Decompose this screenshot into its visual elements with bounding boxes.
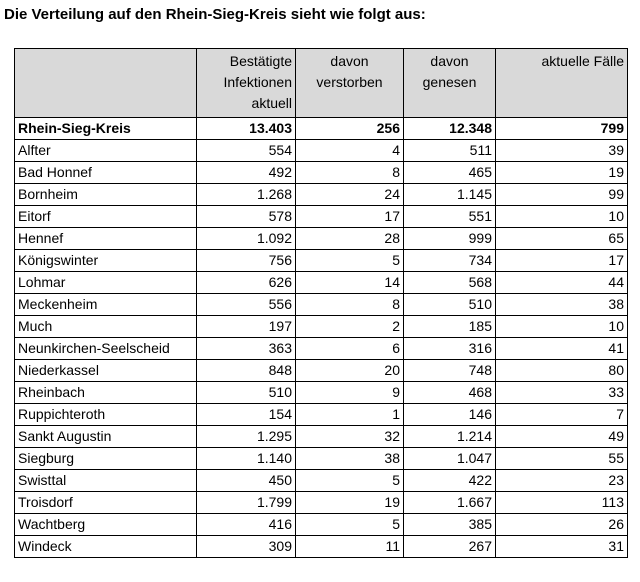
deceased-cell: 5: [296, 470, 404, 492]
recovered-cell: 551: [404, 206, 496, 228]
table-row: [15, 206, 628, 228]
confirmed-cell: 848: [197, 360, 296, 382]
municipality-name: Ruppichteroth: [15, 404, 197, 426]
confirmed-cell: 492: [197, 162, 296, 184]
deceased-cell: 9: [296, 382, 404, 404]
current-cell: 44: [496, 272, 628, 294]
table-row: [15, 382, 628, 404]
municipality-name: Sankt Augustin: [15, 426, 197, 448]
confirmed-cell: 1.092: [197, 228, 296, 250]
confirmed-cell: 756: [197, 250, 296, 272]
current-cell: 65: [496, 228, 628, 250]
total-recovered: 12.348: [404, 118, 496, 140]
confirmed-cell: 626: [197, 272, 296, 294]
confirmed-cell: 154: [197, 404, 296, 426]
current-cell: 10: [496, 206, 628, 228]
recovered-cell: 748: [404, 360, 496, 382]
table-row: [15, 184, 628, 206]
deceased-cell: 8: [296, 294, 404, 316]
recovered-cell: 1.145: [404, 184, 496, 206]
municipality-name: Swisttal: [15, 470, 197, 492]
table-header-row: [15, 49, 628, 118]
current-cell: 19: [496, 162, 628, 184]
municipality-name: Neunkirchen-Seelscheid: [15, 338, 197, 360]
municipality-name: Much: [15, 316, 197, 338]
confirmed-cell: 578: [197, 206, 296, 228]
header-deceased: davon verstorben: [296, 49, 404, 118]
table-row: [15, 404, 628, 426]
distribution-table: [14, 48, 628, 558]
header-confirmed: Bestätigte Infektionen aktuell: [197, 49, 296, 118]
municipality-name: Bornheim: [15, 184, 197, 206]
recovered-cell: 468: [404, 382, 496, 404]
table-row: [15, 514, 628, 536]
current-cell: 26: [496, 514, 628, 536]
table-row: [15, 250, 628, 272]
table-row: [15, 360, 628, 382]
current-cell: 17: [496, 250, 628, 272]
recovered-cell: 1.667: [404, 492, 496, 514]
total-confirmed: 13.403: [197, 118, 296, 140]
total-name: Rhein-Sieg-Kreis: [15, 118, 197, 140]
current-cell: 7: [496, 404, 628, 426]
table-row: [15, 228, 628, 250]
deceased-cell: 4: [296, 140, 404, 162]
recovered-cell: 1.214: [404, 426, 496, 448]
current-cell: 80: [496, 360, 628, 382]
municipality-name: Windeck: [15, 536, 197, 558]
municipality-name: Eitorf: [15, 206, 197, 228]
confirmed-cell: 197: [197, 316, 296, 338]
deceased-cell: 38: [296, 448, 404, 470]
table-row: [15, 492, 628, 514]
table-row: [15, 470, 628, 492]
confirmed-cell: 450: [197, 470, 296, 492]
deceased-cell: 19: [296, 492, 404, 514]
municipality-name: Hennef: [15, 228, 197, 250]
municipality-name: Niederkassel: [15, 360, 197, 382]
deceased-cell: 6: [296, 338, 404, 360]
current-cell: 38: [496, 294, 628, 316]
municipality-name: Königswinter: [15, 250, 197, 272]
deceased-cell: 32: [296, 426, 404, 448]
table-row: [15, 316, 628, 338]
municipality-name: Troisdorf: [15, 492, 197, 514]
header-current: aktuelle Fälle: [496, 49, 628, 118]
recovered-cell: 510: [404, 294, 496, 316]
deceased-cell: 20: [296, 360, 404, 382]
recovered-cell: 185: [404, 316, 496, 338]
recovered-cell: 385: [404, 514, 496, 536]
municipality-name: Meckenheim: [15, 294, 197, 316]
confirmed-cell: 416: [197, 514, 296, 536]
recovered-cell: 511: [404, 140, 496, 162]
recovered-cell: 422: [404, 470, 496, 492]
page-heading: Die Verteilung auf den Rhein-Sieg-Kreis sieht wie folgt aus:: [4, 6, 426, 23]
recovered-cell: 267: [404, 536, 496, 558]
table-row: [15, 448, 628, 470]
recovered-cell: 734: [404, 250, 496, 272]
table-row: [15, 272, 628, 294]
municipality-name: Alfter: [15, 140, 197, 162]
deceased-cell: 2: [296, 316, 404, 338]
deceased-cell: 28: [296, 228, 404, 250]
table-row: [15, 162, 628, 184]
confirmed-cell: 510: [197, 382, 296, 404]
recovered-cell: 465: [404, 162, 496, 184]
municipality-name: Lohmar: [15, 272, 197, 294]
recovered-cell: 146: [404, 404, 496, 426]
confirmed-cell: 309: [197, 536, 296, 558]
municipality-name: Rheinbach: [15, 382, 197, 404]
recovered-cell: 316: [404, 338, 496, 360]
current-cell: 31: [496, 536, 628, 558]
current-cell: 113: [496, 492, 628, 514]
confirmed-cell: 363: [197, 338, 296, 360]
table-row: [15, 536, 628, 558]
current-cell: 55: [496, 448, 628, 470]
table-row: [15, 338, 628, 360]
table-row: [15, 426, 628, 448]
header-municipality: [15, 49, 197, 118]
confirmed-cell: 556: [197, 294, 296, 316]
deceased-cell: 8: [296, 162, 404, 184]
confirmed-cell: 1.295: [197, 426, 296, 448]
total-current: 799: [496, 118, 628, 140]
deceased-cell: 5: [296, 250, 404, 272]
deceased-cell: 1: [296, 404, 404, 426]
table-row: [15, 294, 628, 316]
recovered-cell: 999: [404, 228, 496, 250]
current-cell: 10: [496, 316, 628, 338]
deceased-cell: 5: [296, 514, 404, 536]
deceased-cell: 11: [296, 536, 404, 558]
deceased-cell: 17: [296, 206, 404, 228]
header-recovered: davon genesen: [404, 49, 496, 118]
current-cell: 41: [496, 338, 628, 360]
current-cell: 33: [496, 382, 628, 404]
confirmed-cell: 554: [197, 140, 296, 162]
municipality-name: Bad Honnef: [15, 162, 197, 184]
total-row: [15, 118, 628, 140]
current-cell: 49: [496, 426, 628, 448]
recovered-cell: 1.047: [404, 448, 496, 470]
current-cell: 39: [496, 140, 628, 162]
recovered-cell: 568: [404, 272, 496, 294]
confirmed-cell: 1.268: [197, 184, 296, 206]
current-cell: 99: [496, 184, 628, 206]
municipality-name: Wachtberg: [15, 514, 197, 536]
confirmed-cell: 1.140: [197, 448, 296, 470]
municipality-name: Siegburg: [15, 448, 197, 470]
deceased-cell: 24: [296, 184, 404, 206]
deceased-cell: 14: [296, 272, 404, 294]
current-cell: 23: [496, 470, 628, 492]
total-deceased: 256: [296, 118, 404, 140]
table-row: [15, 140, 628, 162]
confirmed-cell: 1.799: [197, 492, 296, 514]
